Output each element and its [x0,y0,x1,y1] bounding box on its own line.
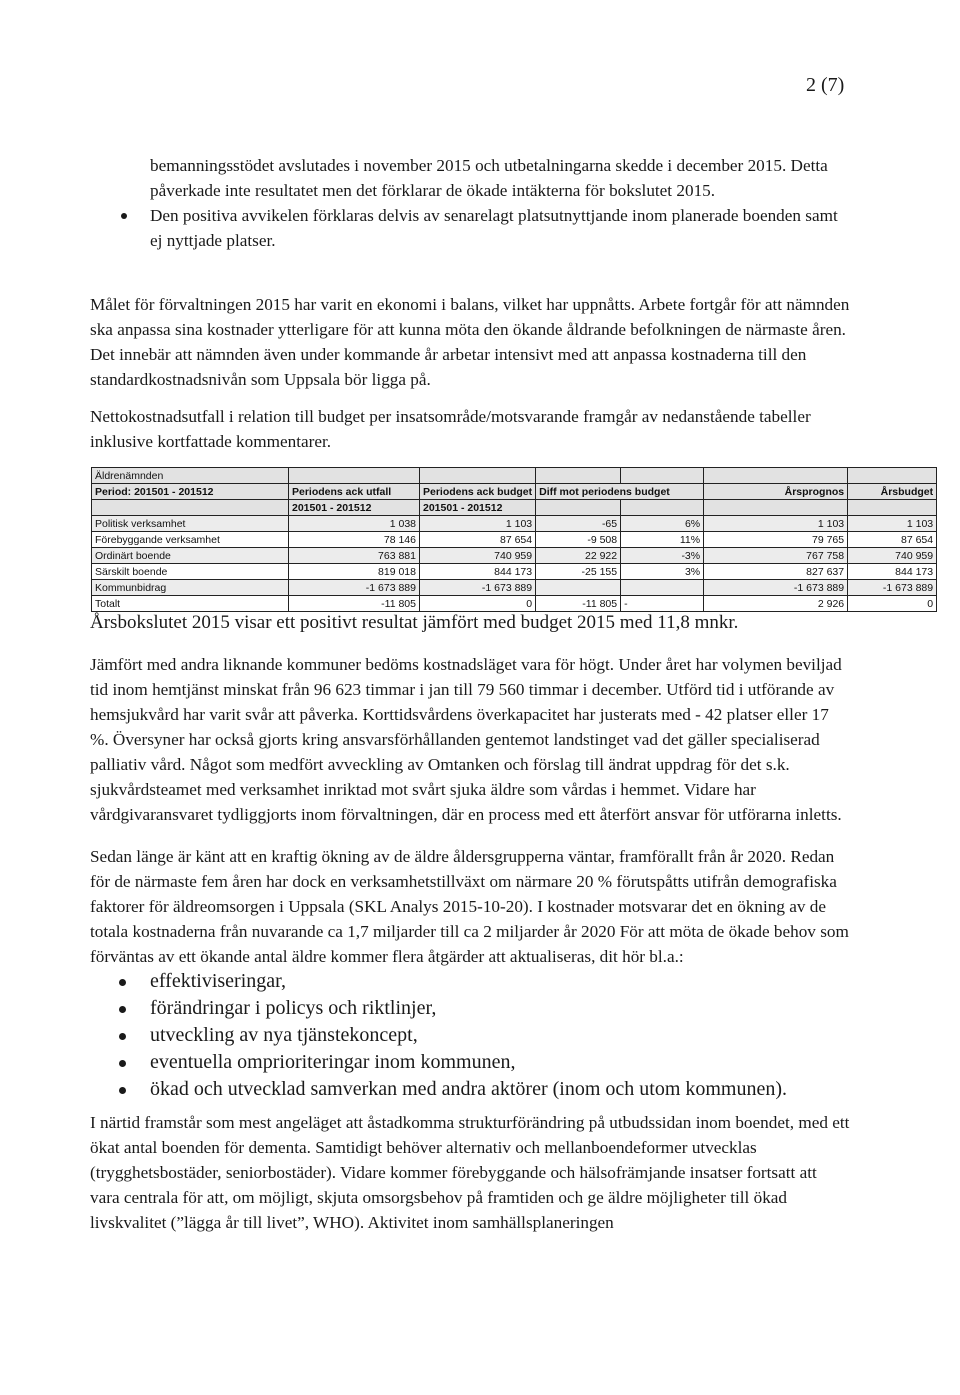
table-row [92,580,937,596]
list-item-text: ökad och utvecklad samverkan med andra aktörer (inom och utom kommunen). [150,1078,788,1100]
cell-forecast: 767 758 [704,548,848,564]
paragraph-result-text: Årsbokslutet 2015 visar ett positivt resultat jämfört med budget 2015 med 11,8 mnkr. [90,612,739,633]
table-committee: Äldrenämnden [92,468,289,484]
cell-actual: 1 038 [289,516,420,532]
cell-forecast: -1 673 889 [704,580,848,596]
table-row [92,564,937,580]
paragraph-demography-text: Sedan länge är känt att en kraftig ökning av de äldre åldersgrupperna väntar, framförallt från år 2020. Redan för de närmaste fem åren har dock en verksamhetstillväxt om närmare 20 % förutspåtts utifrån demografiska faktorer för äldreomsorgen i Uppsala (SKL Analys 2015-10-20). I kostnader motsvarar det en ökning av de totala kostnaderna från nuvarande ca 1,7 miljarder till ca 2 miljarder år 2020 För att möta de ökade behov som förväntas av ett ökande antal äldre kommer flera åtgärder att aktualiseras, dit hör bl.a.: [90,847,849,966]
cell-pct: 3% [621,564,704,580]
header-annual-budget: Årsbudget [848,484,937,500]
cell-pct: 11% [621,532,704,548]
cell-budget: 1 103 [420,516,536,532]
table-row [92,532,937,548]
list-item-text: effektiviseringar, [150,970,286,992]
list-item-text: utveckling av nya tjänstekoncept, [150,1024,418,1046]
bullet-dot-icon [119,1087,126,1094]
cell-label: Kommunbidrag [92,580,289,596]
paragraph-net-cost-text: Nettokostnadsutfall i relation till budget per insatsområde/motsvarande framgår av nedanstående tabeller inklusive kortfattade kommentarer. [90,407,811,451]
cell-diff: -25 155 [536,564,621,580]
cell-budget: 740 959 [420,548,536,564]
cell-budget: -1 673 889 [420,580,536,596]
table-row [92,516,937,532]
list-item [150,968,870,995]
cell-actual: -1 673 889 [289,580,420,596]
cell-diff: -11 805 [536,596,621,612]
list-item [150,995,870,1022]
cell-label: Ordinärt boende [92,548,289,564]
cell-actual: 763 881 [289,548,420,564]
paragraph-net-cost [90,404,850,454]
table-period: Period: 201501 - 201512 [92,484,289,500]
cell-pct: -3% [621,548,704,564]
bullet-dot-icon [121,213,127,219]
paragraph-demography [90,844,850,969]
cell-label: Särskilt boende [92,564,289,580]
list-item [150,1022,870,1049]
cell-diff: -65 [536,516,621,532]
cell-forecast: 827 637 [704,564,848,580]
cell-annual: 0 [848,596,937,612]
bullet-dot-icon [119,1060,126,1067]
paragraph-final [90,1110,850,1235]
header-diff: Diff mot periodens budget [536,484,704,500]
cell-forecast: 1 103 [704,516,848,532]
header-actual-range: 201501 - 201512 [289,500,420,516]
cell-annual: 844 173 [848,564,937,580]
cell-annual: 1 103 [848,516,937,532]
cell-pct [621,580,704,596]
page-number: 2 (7) [806,74,845,96]
bullet-dot-icon [119,979,126,986]
cell-annual: 87 654 [848,532,937,548]
paragraph-comparison-text: Jämfört med andra liknande kommuner bedöms kostnadsläget vara för högt. Under året har volymen beviljad tid inom hemtjänst minskat från 96 623 timmar i jan till 79 560 timmar i december. Utförd tid i utförande av hemsjukvård har varit svår att påverka. Korttidsvårdens överkapacitet har justerats med - 42 platser eller 17 %. Översyner har också gjorts kring ansvarsförhållanden gentemot landstinget vad det gäller specialiserad palliativ vård. Något som medfört avveckling av Omtanken och förslag till ändrat uppdrag för det s.k. sjukvårdsteamet med verksamhet inriktad mot svårt sjuka äldre som vårdas i hemmet. Vidare har vårdgivaransvaret tydliggjorts inom förvaltningen, där en process med ett återfört ansvar för utförarna inletts. [90,655,842,824]
header-budget-range: 201501 - 201512 [420,500,536,516]
financial-table [91,467,937,612]
paragraph-comparison [90,652,850,827]
list-item [150,1049,870,1076]
paragraph-goal [90,292,850,392]
cell-pct: - [621,596,704,612]
cell-annual: 740 959 [848,548,937,564]
list-item-text: eventuella omprioriteringar inom kommunen, [150,1051,516,1073]
header-forecast: Årsprognos [704,484,848,500]
cell-forecast: 79 765 [704,532,848,548]
cell-forecast: 2 926 [704,596,848,612]
intro-section [150,153,850,253]
cell-budget: 0 [420,596,536,612]
cell-actual: -11 805 [289,596,420,612]
cell-label: Politisk verksamhet [92,516,289,532]
cell-pct: 6% [621,516,704,532]
cell-actual: 819 018 [289,564,420,580]
list-item [150,1076,870,1103]
intro-bullet-text: Den positiva avvikelen förklaras delvis av senarelagt platsutnyttjande inom planerade boenden samt ej nyttjade platser. [150,206,838,250]
table-row [92,548,937,564]
intro-bullet [150,203,850,253]
cell-actual: 78 146 [289,532,420,548]
bullet-dot-icon [119,1033,126,1040]
cell-label: Totalt [92,596,289,612]
paragraph-final-text: I närtid framstår som mest angeläget att åstadkomma strukturförändring på utbudssidan inom boendet, med ett ökat antal boenden för dementa. Samtidigt behöver alternativ och mellanboendeformer utvecklas (trygghetsbostäder, seniorbostäder). Vidare kommer förebyggande och hälsofrämjande insatser fortsatt att vara centrala för att, om möjligt, skjuta omsorgsbehov på framtiden och ge äldre möjligheter till ökad livskvalitet (”lägga år till livet”, WHO). Aktivitet inom samhällsplaneringen [90,1113,850,1232]
cell-annual: -1 673 889 [848,580,937,596]
intro-continuation: bemanningsstödet avslutades i november 2015 och utbetalningarna skedde i december 2015. Detta påverkade inte resultatet men det förklarar de ökade intäkterna för bokslutet 2015. [150,156,828,200]
paragraph-result [90,610,850,635]
cell-label: Förebyggande verksamhet [92,532,289,548]
header-actual: Periodens ack utfall [289,484,420,500]
cell-diff [536,580,621,596]
header-budget: Periodens ack budget [420,484,536,500]
list-item-text: förändringar i policys och riktlinjer, [150,997,437,1019]
cell-budget: 844 173 [420,564,536,580]
bullet-dot-icon [119,1006,126,1013]
measures-list [150,968,870,1103]
paragraph-goal-text: Målet för förvaltningen 2015 har varit en ekonomi i balans, vilket har uppnåtts. Arbete fortgår för att nämnden ska anpassa sina kostnader ytterligare för att kunna möta den ökande åldrande befolkningen de närmaste åren. Det innebär att nämnden även under kommande år arbetar intensivt med att anpassa kostnaderna till den standardkostnadsnivån som Uppsala bör ligga på. [90,295,850,389]
cell-budget: 87 654 [420,532,536,548]
cell-diff: -9 508 [536,532,621,548]
cell-diff: 22 922 [536,548,621,564]
